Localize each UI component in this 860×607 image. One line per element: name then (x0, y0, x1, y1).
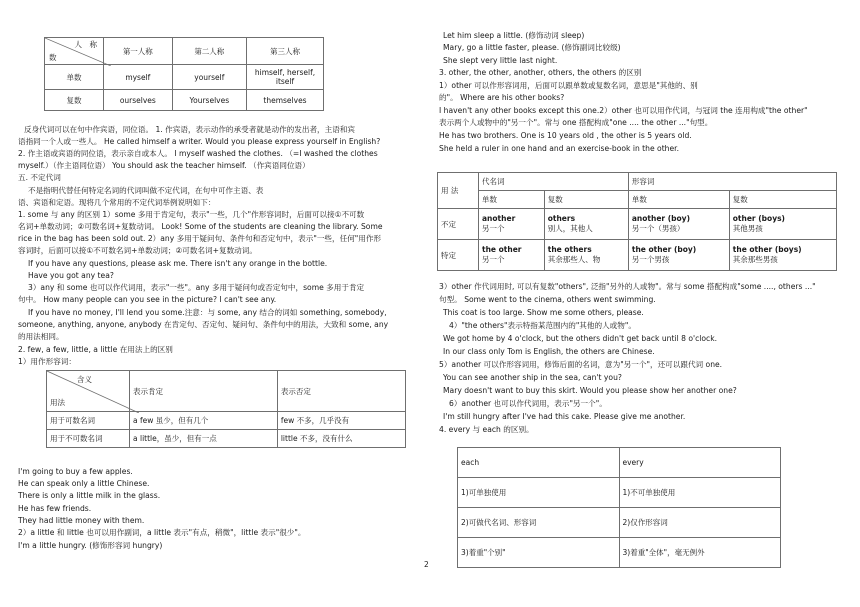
text-line: rice in the bag has been sold out. 2）any 多用于疑问句、条件句和否定句中，表示"一些，任何"用作形 (18, 234, 382, 243)
row-label: 复数 (45, 90, 104, 111)
table-cell: the other (boy) 另一个男孩 (628, 240, 729, 271)
text-line: If you have no money, I'll lend you some.注意：与 some, any 结合的词如 something, somebody, (28, 308, 387, 317)
sub-header: 单数 (628, 191, 729, 209)
text-line: 表示两个人或物中的"另一个"。常与 one 搭配构成"one .... the other ..."句型。 (439, 118, 713, 127)
table-cell: 1)可单独使用 (458, 478, 620, 508)
text-line: 不是指明代替任何特定名词的代词叫做不定代词，在句中可作主语、表 (28, 186, 264, 195)
table-row (45, 65, 324, 90)
table-row (458, 508, 781, 538)
sub-header: 复数 (544, 191, 628, 209)
row-header: 用 法 (438, 173, 479, 209)
example-line: We got home by 4 o'clock, but the others didn't get back until 8 o'clock. (443, 334, 718, 343)
example-line: He can speak only a little Chinese. (18, 479, 150, 488)
table-cell: themselves (247, 90, 324, 111)
example-line: There is only a little milk in the glass. (18, 491, 161, 500)
text-line: 3）any 和 some 也可以作代词用，表示"一些"。any 多用于疑问句或否定句中，some 多用于肯定 (28, 283, 365, 292)
table-cell: Yourselves (172, 90, 246, 111)
section-heading: 2. few, a few, little, a little 在用法上的区别 (18, 345, 173, 354)
table-cell: 1)不可单独使用 (619, 478, 781, 508)
text-line: I haven't any other books except this one.2）other 也可以用作代词，与冠词 the 连用构成"the other" (439, 106, 808, 115)
col-header: 表示否定 (277, 371, 405, 412)
table-cell: himself, herself, itself (247, 65, 324, 90)
example-line: I'm still hungry after I've had this cake. Please give me another. (443, 412, 686, 421)
few-little-table (46, 370, 406, 448)
example-line: They had little money with them. (18, 516, 145, 525)
col-header: 代名词 (479, 173, 629, 191)
text-line: 句中。 How many people can you see in the picture? I can't see any. (18, 295, 277, 304)
table-cell: others 别人，其他人 (544, 209, 628, 240)
table-cell: a few 虽少，但有几个 (130, 412, 278, 430)
text-line: 1）用作形容词： (18, 357, 76, 366)
corner-label-top: 人 称 (74, 40, 97, 49)
example-line: She held a ruler in one hand and an exercise-book in the other. (439, 144, 680, 153)
text-line: 1. some 与 any 的区别 1）some 多用于肯定句，表示"一些，几个"作形容词时，后面可以接①不可数 (18, 210, 365, 219)
corner-label-top: 含义 (77, 375, 92, 384)
col-header: each (458, 448, 620, 478)
col-header: 第二人称 (172, 38, 246, 65)
text-line: 名词+单数动词；②可数名词+复数动词。 Look! Some of the students are cleaning the library. Some (18, 222, 383, 231)
sub-header: 复数 (729, 191, 836, 209)
col-header: every (619, 448, 781, 478)
example-line: He has two brothers. One is 10 years old , the other is 5 years old. (439, 131, 692, 140)
every-each-table (457, 447, 781, 568)
table-row (47, 430, 406, 448)
table-row (45, 90, 324, 111)
page-number: 2 (424, 560, 429, 569)
example-line: In our class only Tom is English, the others are Chinese. (443, 347, 655, 356)
table-cell: myself (104, 65, 173, 90)
table-cell: the others 其余那些人、物 (544, 240, 628, 271)
table-cell: another 另一个 (479, 209, 545, 240)
table-row (458, 478, 781, 508)
example-line: This coat is too large. Show me some others, please. (443, 308, 644, 317)
text-line: 5）another 可以作形容词用，修饰后面的名词，意为"另一个"，还可以跟代词 one. (439, 360, 723, 369)
table-cell: the other (boys) 其余那些男孩 (729, 240, 836, 271)
table-cell: 2)仅作形容词 (619, 508, 781, 538)
text-line: 语指同一个人或一些人。 He called himself a writer. Would you please express yourself in English? (18, 137, 381, 146)
table-corner-cell (47, 371, 130, 412)
col-header: 第三人称 (247, 38, 324, 65)
table-row (438, 240, 837, 271)
table-row (438, 209, 837, 240)
section-heading: 五. 不定代词 (18, 173, 61, 182)
example-line: You can see another ship in the sea, can't you? (443, 373, 622, 382)
table-cell: ourselves (104, 90, 173, 111)
section-heading: 3. other, the other, another, others, the others 的区别 (439, 68, 642, 77)
table-cell: 2)可做代名词、形容词 (458, 508, 620, 538)
text-line: 句型。 Some went to the cinema, others went swimming. (439, 295, 656, 304)
example-line: Mary, go a little faster, please. (修饰副词比较级) (443, 43, 621, 52)
col-header: 第一人称 (104, 38, 173, 65)
row-label: 特定 (438, 240, 479, 271)
table-row (458, 538, 781, 568)
table-cell: 3)着重"个别" (458, 538, 620, 568)
corner-label-bottom: 用法 (50, 398, 65, 407)
col-header: 表示肯定 (130, 371, 278, 412)
col-header: 形容词 (628, 173, 836, 191)
section-heading: 4. every 与 each 的区别。 (439, 425, 534, 434)
text-line: 1）other 可以作形容词用，后面可以跟单数或复数名词，意思是"其他的、别 (439, 81, 698, 90)
text-line: 语、宾语和定语。现将几个常用的不定代词举例说明如下： (18, 198, 216, 207)
corner-label-bottom: 数 (49, 53, 57, 62)
text-line: 2. 作主语或宾语的同位语，表示亲自或本人。 I myself washed the clothes. （=I washed the clothes (18, 149, 378, 158)
reflexive-pronoun-table (44, 37, 324, 111)
table-cell: 3)着重"全体"，毫无例外 (619, 538, 781, 568)
table-cell: a little，虽少，但有一点 (130, 430, 278, 448)
table-cell: the other 另一个 (479, 240, 545, 271)
example-line: I'm a little hungry. (修饰形容词 hungry) (18, 541, 163, 550)
text-line: myself.）（作主语同位语） You should ask the teacher himself. （作宾语同位语） (18, 161, 310, 170)
text-line: 6）another 也可以作代词用，表示"另一个"。 (449, 399, 607, 408)
row-label: 不定 (438, 209, 479, 240)
text-line: someone, anything, anyone, anybody 在肯定句、否定句、疑问句、条件句中的用法，大致和 some, any (18, 320, 389, 329)
example-line: I'm going to buy a few apples. (18, 467, 133, 476)
sub-header: 单数 (479, 191, 545, 209)
text-line: 的用法相同。 (18, 332, 64, 341)
example-line: She slept very little last night. (443, 56, 558, 65)
table-cell: another (boy) 另一个（男孩） (628, 209, 729, 240)
table-cell: 用于不可数名词 (47, 430, 130, 448)
table-cell: little 不多，没有什么 (277, 430, 405, 448)
text-line: Have you got any tea? (28, 271, 114, 280)
table-cell: yourself (172, 65, 246, 90)
table-row (47, 412, 406, 430)
text-line: 容词时，后面可以接①不可数名词+单数动词；②可数名词+复数动词。 (18, 246, 257, 255)
text-line: 的"。 Where are his other books? (439, 93, 565, 102)
text-line: 反身代词可以在句中作宾语，同位语。 1. 作宾语，表示动作的承受者就是动作的发出者，主语和宾 (24, 125, 356, 134)
example-line: Let him sleep a little. (修饰动词 sleep) (443, 31, 585, 40)
table-cell: other (boys) 其他男孩 (729, 209, 836, 240)
example-line: He has few friends. (18, 504, 92, 513)
table-cell: 用于可数名词 (47, 412, 130, 430)
row-label: 单数 (45, 65, 104, 90)
text-line: 3）other 作代词用时, 可以有复数"others", 泛指"另外的人或物"。常与 some 搭配构成"some ...., others ..." (439, 282, 816, 291)
table-corner-cell (45, 38, 104, 65)
text-line: 4）"the others"表示特指某范围内的"其他的人或物"。 (449, 321, 636, 330)
table-cell: few 不多，几乎没有 (277, 412, 405, 430)
example-line: Mary doesn't want to buy this skirt. Would you please show her another one? (443, 386, 737, 395)
other-usage-table (437, 172, 837, 271)
text-line: If you have any questions, please ask me. There isn't any orange in the bottle. (28, 259, 328, 268)
text-line: 2）a little 和 little 也可以用作副词，a little 表示"有点，稍微"，little 表示"很少"。 (18, 528, 306, 537)
